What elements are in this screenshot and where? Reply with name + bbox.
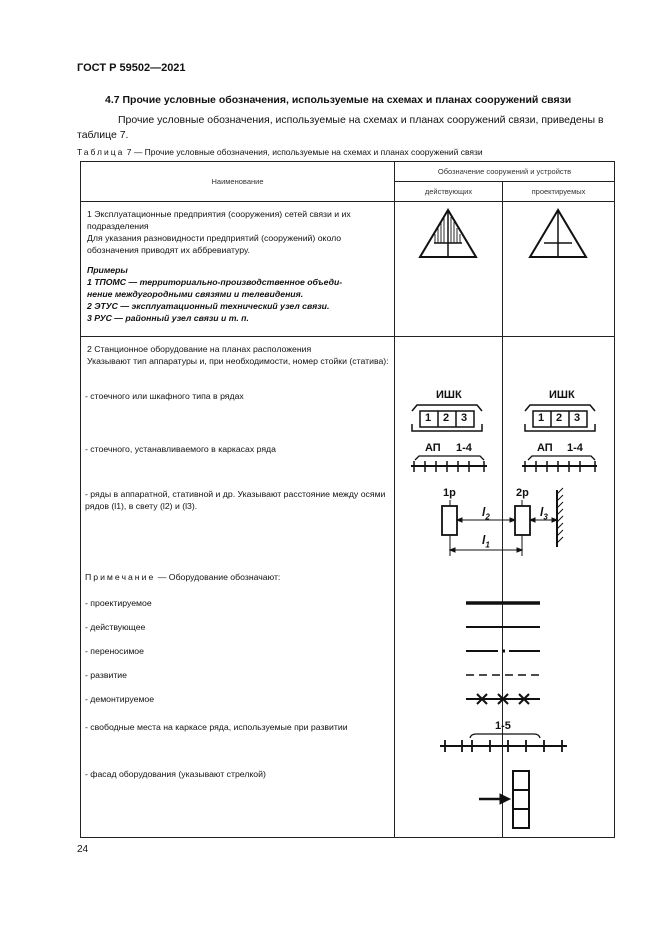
row2-title: 2 Станционное оборудование на планах расположения xyxy=(87,344,312,354)
row1-planned-cell xyxy=(503,202,615,337)
note-equipment xyxy=(85,571,390,583)
caption-prefix: Таблица xyxy=(77,147,125,157)
ishk-cell-2-existing: 2 xyxy=(443,412,450,424)
dim-l3-label: $l_3$ xyxy=(540,505,548,522)
item-planned: - проектируемое xyxy=(85,598,152,608)
ishk-cell-1-existing: 1 xyxy=(425,412,432,424)
row-2-label: 2р xyxy=(516,487,529,499)
row2-name-cell xyxy=(81,337,395,838)
example-2: 2 ЭТУС — эксплуатационный технический узел связи. xyxy=(87,301,330,311)
ap-label-existing: АП xyxy=(425,442,441,454)
row1-line-2: Для указания разновидности предприятий (сооружений) около обозначения приводят их аббревиатуру. xyxy=(87,233,342,255)
page-number: 24 xyxy=(77,844,89,855)
section-title: 4.7 Прочие условные обозначения, используемые на схемах и планах сооружений связи xyxy=(105,94,572,106)
row1-line-1: 1 Эксплуатационные предприятия (сооружения) сетей связи и их подразделения xyxy=(87,209,351,231)
row-1-label: 1р xyxy=(443,487,456,499)
item-frame-mounted: - стоечного, устанавливаемого в каркасах ряда xyxy=(85,444,276,454)
document-header: ГОСТ Р 59502—2021 xyxy=(77,62,186,74)
row1-examples xyxy=(87,264,390,324)
dim-l2-label: $l_2$ xyxy=(482,505,490,522)
column-header-name: Наименование xyxy=(81,162,395,202)
example-1: 1 ТПОМС — территориально-производственное объеди- xyxy=(87,277,343,287)
item-cabinet-type: - стоечного или шкафного типа в рядах xyxy=(85,391,244,401)
ap-range-existing: 1-4 xyxy=(456,442,472,454)
ishk-label-planned: ИШК xyxy=(549,389,575,401)
item-relocated: - переносимое xyxy=(85,646,144,656)
ishk-cell-2-planned: 2 xyxy=(556,412,563,424)
item-equipment-facade: - фасад оборудования (указывают стрелкой) xyxy=(85,769,266,779)
ishk-cell-3-existing: 3 xyxy=(461,412,468,424)
table-caption xyxy=(77,147,483,157)
row1-existing-cell xyxy=(395,202,503,337)
item-development: - развитие xyxy=(85,670,127,680)
note-text: — Оборудование обозначают: xyxy=(155,572,281,582)
row1-name-cell xyxy=(81,202,395,337)
ishk-cell-1-planned: 1 xyxy=(538,412,545,424)
item-rows-in-room: - ряды в аппаратной, стативной и др. Указывают расстояние между осями рядов (l1), в свету (l2) и (l3). xyxy=(85,489,386,511)
example-3: 3 РУС — районный узел связи и т. п. xyxy=(87,313,249,323)
ishk-label-existing: ИШК xyxy=(436,389,462,401)
free-range-label: 1-5 xyxy=(495,720,511,732)
ap-label-planned: АП xyxy=(537,442,553,454)
intro-paragraph: Прочие условные обозначения, используемые на схемах и планах сооружений связи, приведены в таблице 7. xyxy=(77,114,604,141)
ap-range-planned: 1-4 xyxy=(567,442,583,454)
item-dismantled: - демонтируемое xyxy=(85,694,155,704)
ishk-cell-3-planned: 3 xyxy=(574,412,581,424)
column-header-planned: проектируемых xyxy=(503,182,615,202)
note-label: Примечание xyxy=(85,572,156,582)
dim-l1-label: $l_1$ xyxy=(482,533,490,550)
item-existing: - действующее xyxy=(85,622,146,632)
column-header-designation: Обозначение сооружений и устройств xyxy=(395,162,615,182)
caption-number: 7 xyxy=(126,147,132,157)
examples-title: Примеры xyxy=(87,265,128,275)
caption-text: — Прочие условные обозначения, используемые на схемах и планах сооружений связи xyxy=(133,147,483,157)
example-1b: нение междугородными связями и телевидения. xyxy=(87,289,304,299)
row2-desc: Указывают тип аппаратуры и, при необходимости, номер стойки (статива): xyxy=(87,356,389,366)
item-free-places: - свободные места на каркасе ряда, используемые при развитии xyxy=(85,722,348,732)
column-header-existing: действующих xyxy=(395,182,503,202)
